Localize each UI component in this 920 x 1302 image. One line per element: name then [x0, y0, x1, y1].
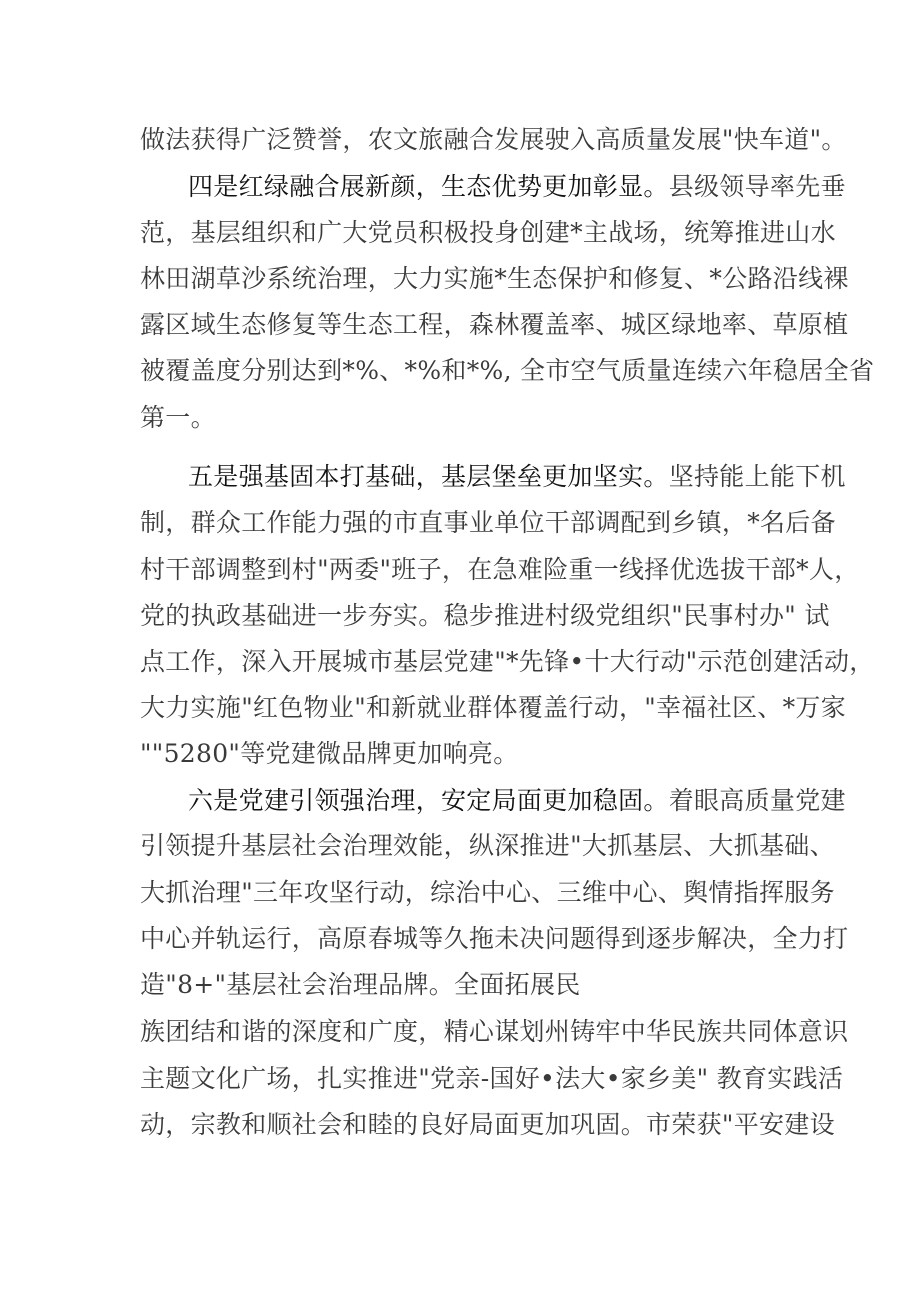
text-line: 县级领导率先垂 — [668, 172, 846, 201]
text-line: 中心并轨运行，高原春城等久拖未决问题得到逐步解决，全力打 — [140, 924, 849, 953]
text-line: 范，基层组织和广大党员积极投身创建*主战场，统筹推进山水 — [140, 218, 836, 247]
text-line: 主题文化广场，扎实推进"党亲-国好•法大•家乡美" 教育实践活 — [140, 1064, 844, 1093]
text-line: 坚持能上能下机 — [668, 462, 846, 491]
text-line: 点工作，深入开展城市基层党建"*先锋•十大行动"示范创建活动， — [140, 647, 875, 676]
text-line: 着眼高质量党建 — [668, 786, 846, 815]
text-line: 族团结和谐的深度和广度，精心谋划州铸牢中华民族共同体意识 — [140, 1017, 849, 1046]
text-line: 动，宗教和顺社会和睦的良好局面更加巩固。市荣获"平安建设 — [140, 1110, 835, 1139]
section-four-line — [188, 172, 846, 202]
text-line: 大力实施"红色物业"和新就业群体覆盖行动，"幸福社区、*万家 — [140, 693, 846, 722]
section-six-line — [188, 786, 846, 816]
text-line: 造"8+"基层社会治理品牌。全面拓展民 — [140, 970, 581, 999]
text-line: 党的执政基础进一步夯实。稳步推进村级党组织"民事村办" 试 — [140, 601, 830, 630]
text-line: 引领提升基层社会治理效能，纵深推进"大抓基层、大抓基础、 — [140, 831, 835, 860]
text-line: 被覆盖度分别达到*%、*%和*%, 全市空气质量连续六年稳居全省 — [140, 356, 875, 385]
text-line: 第一。 — [140, 403, 216, 432]
section-five-line — [188, 462, 846, 492]
text-line: 村干部调整到村"两委"班子，在急难险重一线择优选拔干部*人， — [140, 555, 860, 584]
section-heading-six: 六是党建引领强治理，安定局面更加稳固。 — [188, 786, 669, 815]
text-line: 大抓治理"三年攻坚行动，综治中心、三维中心、舆情指挥服务 — [140, 878, 835, 907]
section-heading-five: 五是强基固本打基础，基层堡垒更加坚实。 — [188, 462, 669, 491]
text-line: 露区域生态修复等生态工程，森林覆盖率、城区绿地率、草原植 — [140, 310, 849, 339]
section-heading-four: 四是红绿融合展新颜，生态优势更加彰显。 — [188, 172, 669, 201]
text-line: ""5280"等党建微品牌更加响亮。 — [140, 739, 519, 768]
text-line: 制，群众工作能力强的市直事业单位干部调配到乡镇，*名后备 — [140, 508, 836, 537]
text-line: 林田湖草沙系统治理，大力实施*生态保护和修复、*公路沿线裸 — [140, 264, 849, 293]
text-line: 做法获得广泛赞誉，农文旅融合发展驶入高质量发展"快车道"。 — [140, 125, 847, 154]
